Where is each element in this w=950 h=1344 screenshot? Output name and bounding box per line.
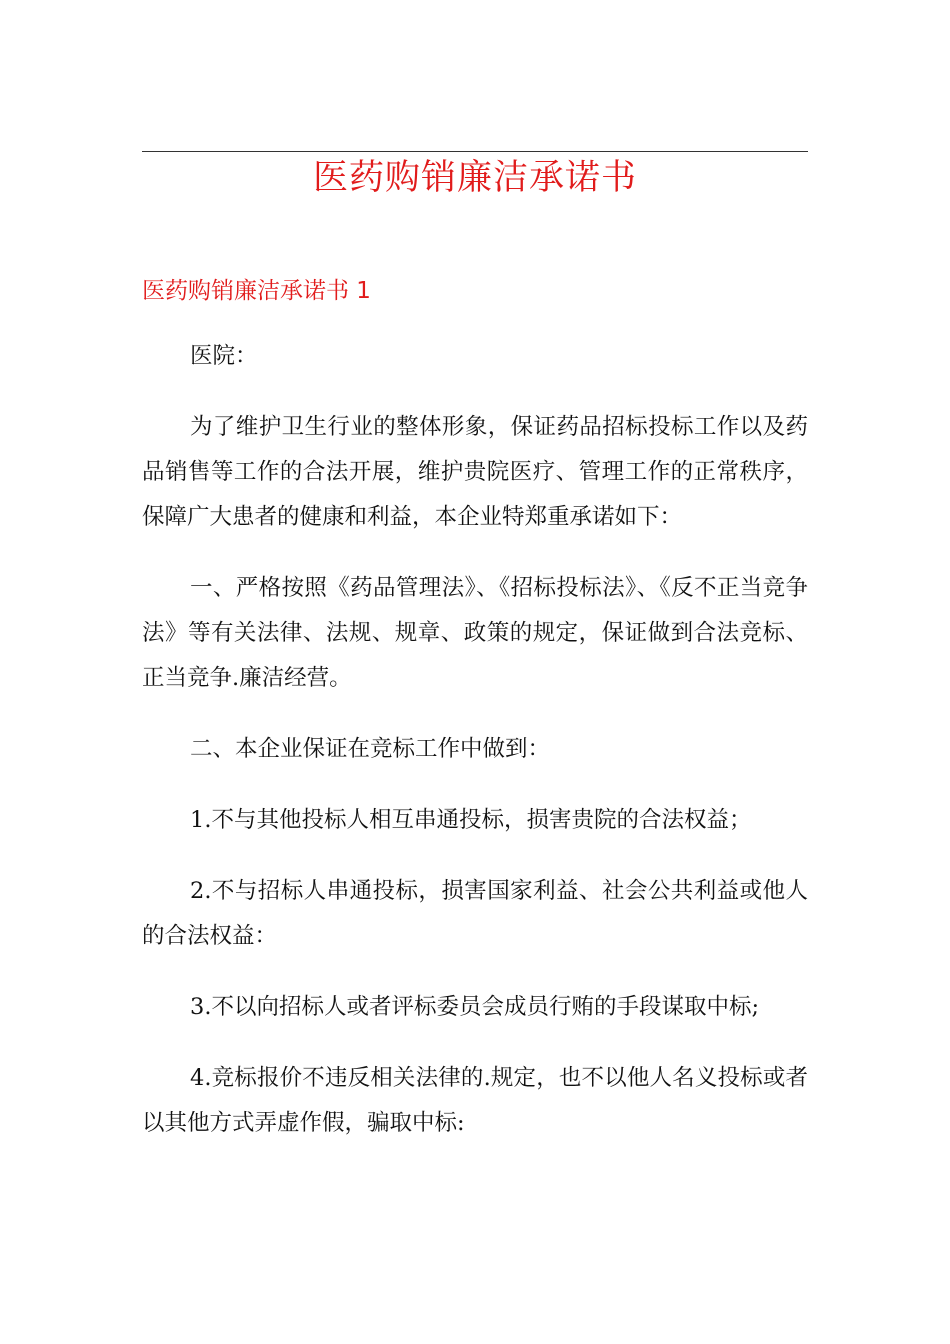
document-body (142, 334, 808, 1146)
section-heading: 医药购销廉洁承诺书 1 (142, 278, 371, 304)
list-item-3: 3.不以向招标人或者评标委员会成员行贿的手段谋取中标; (190, 994, 760, 1020)
list-item-1: 1.不与其他投标人相互串通投标，损害贵院的合法权益； (190, 807, 752, 833)
list-item-4: 4.竞标报价不违反相关法律的.规定，也不以他人名义投标或者以其他方式弄虚作假，骗取中标: (142, 1065, 808, 1136)
salutation-paragraph: 医院： (190, 343, 258, 369)
commitment-two-paragraph: 二、本企业保证在竞标工作中做到： (190, 736, 551, 762)
commitment-one-paragraph: 一、严格按照《药品管理法》、《招标投标法》、《反不正当竞争法》等有关法律、法规、规章、政策的规定，保证做到合法竞标、正当竞争.廉洁经营。 (142, 575, 808, 691)
list-item-2: 2.不与招标人串通投标，损害国家利益、社会公共利益或他人的合法权益： (142, 878, 808, 949)
document-title: 医药购销廉洁承诺书 (312, 158, 637, 198)
intro-paragraph: 为了维护卫生行业的整体形象，保证药品招标投标工作以及药品销售等工作的合法开展，维护贵院医疗、管理工作的正常秩序，保障广大患者的健康和利益，本企业特郑重承诺如下： (142, 414, 808, 530)
